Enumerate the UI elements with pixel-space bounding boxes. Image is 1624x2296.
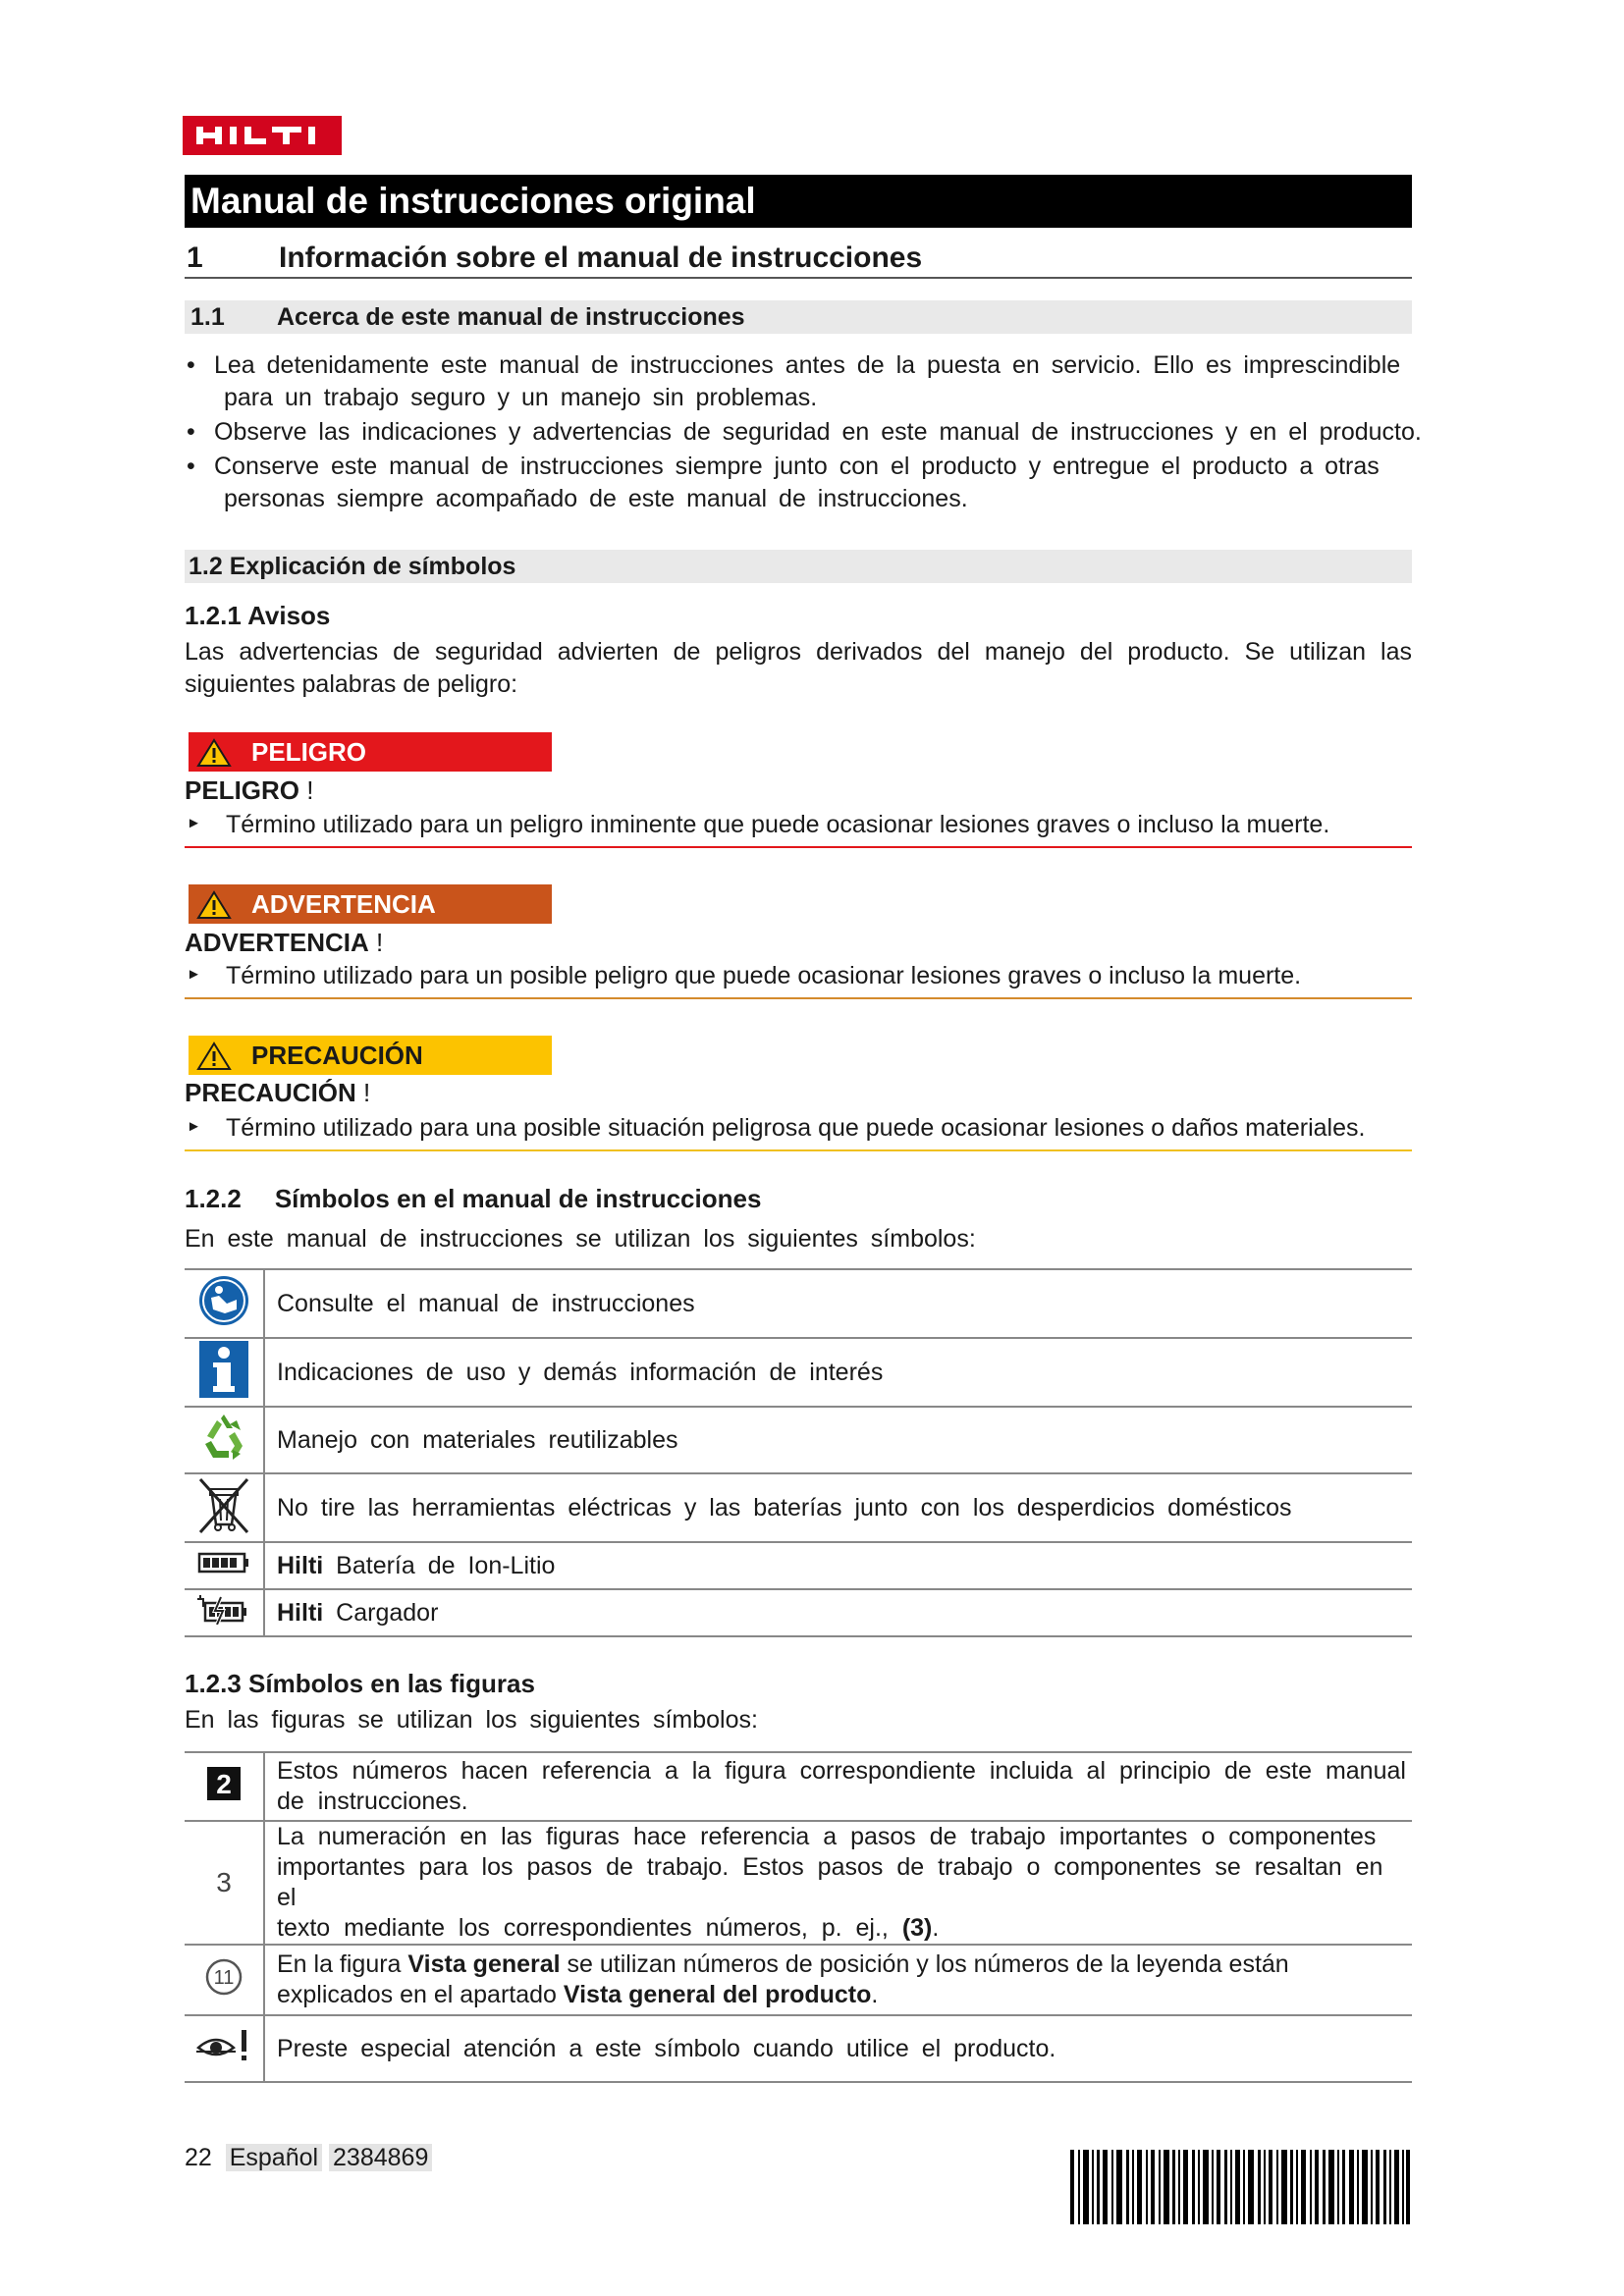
symbol-description: Consulte el manual de instrucciones [264, 1269, 1412, 1338]
svg-text:11: 11 [213, 1966, 235, 1989]
table-row [185, 1821, 1412, 1945]
symbol-description: En la figura Vista general se utilizan números de posición y los números de la leyenda están explicados en el apartado Vista general del producto. [264, 1945, 1412, 2015]
figure-symbols-intro: En las figuras se utilizan los siguientes símbolos: [185, 1706, 758, 1734]
avisos-intro: Las advertencias de seguridad advierten de peligros derivados del manejo del producto. Se utilizan las siguientes palabras de peligro: [185, 638, 1412, 698]
step-number-icon: 3 [216, 1867, 232, 1897]
signal-label: ADVERTENCIA [251, 889, 436, 919]
warning-triangle-icon [196, 1041, 232, 1071]
symbol-description: Estos números hacen referencia a la figura correspondiente incluida al principio de este manual de instrucciones. [264, 1752, 1412, 1821]
table-row [185, 1945, 1412, 2015]
signal-description: ► Término utilizado para un posible peligro que puede ocasionar lesiones graves o incluso la muerte. [185, 962, 1412, 999]
document-number: 2384869 [329, 2144, 432, 2171]
warning-triangle-icon [196, 890, 232, 920]
symbol-description: Hilti Batería de Ion-Litio [264, 1542, 1412, 1589]
arrow-bullet-icon: ► [187, 966, 201, 983]
arrow-bullet-icon: ► [187, 1118, 201, 1135]
manual-symbols-heading: 1.2.2 Símbolos en el manual de instrucciones [185, 1184, 762, 1213]
section-1-1-heading [185, 300, 1412, 334]
avisos-heading: 1.2.1 Avisos [185, 601, 331, 630]
symbol-description: Preste especial atención a este símbolo cuando utilice el producto. [264, 2015, 1412, 2082]
barcode [1070, 2150, 1410, 2224]
eye-attention-icon [194, 2028, 253, 2063]
section-title: Acerca de este manual de instrucciones [277, 303, 745, 331]
signal-banner-advertencia [189, 884, 552, 924]
footer-language: Español [226, 2144, 322, 2171]
signal-banner-precaucion [189, 1036, 552, 1075]
symbol-description: Indicaciones de uso y demás información de interés [264, 1338, 1412, 1407]
instructions-list [185, 349, 1569, 517]
figure-number-icon [207, 1767, 241, 1800]
signal-description: ► Término utilizado para una posible situación peligrosa que puede ocasionar lesiones o daños materiales. [185, 1114, 1412, 1151]
figure-symbols-table [185, 1751, 1412, 2083]
signal-word: PELIGRO ! [185, 775, 314, 805]
hilti-logo [183, 116, 342, 155]
table-row [185, 1589, 1412, 1636]
arrow-bullet-icon: ► [187, 815, 201, 831]
list-item: • Observe las indicaciones y advertencias de seguridad en este manual de instrucciones y en el producto. [185, 416, 1569, 449]
symbol-description: La numeración en las figuras hace referencia a pasos de trabajo importantes o componentes importantes para los pasos de trabajo. Estos pasos de trabajo o componentes se resaltan en el texto mediante los correspondientes números, p. ej., (3). [264, 1821, 1412, 1945]
signal-banner-peligro [189, 732, 552, 772]
section-number: 1.1 [190, 303, 225, 331]
table-row [185, 1752, 1412, 1821]
signal-description: ► Término utilizado para un peligro inminente que puede ocasionar lesiones graves o incluso la muerte. [185, 811, 1412, 848]
crossed-bin-icon [196, 1475, 251, 1534]
battery-icon [197, 1551, 250, 1575]
list-item: • Conserve este manual de instrucciones siempre junto con el producto y entregue el producto a otras personas siempre acompañado de este manual de instrucciones. [185, 451, 1569, 515]
page-footer [185, 2144, 432, 2172]
signal-word: ADVERTENCIA ! [185, 928, 384, 957]
position-number-icon [204, 1957, 244, 1997]
symbol-description: No tire las herramientas eléctricas y las baterías junto con los desperdicios domésticos [264, 1473, 1412, 1542]
document-title: Manual de instrucciones original [185, 175, 1412, 228]
section-1-heading [185, 240, 1412, 279]
list-item: • Lea detenidamente este manual de instrucciones antes de la puesta en servicio. Ello es imprescindible para un trabajo seguro y un manejo sin problemas. [185, 349, 1569, 414]
section-title: Información sobre el manual de instrucciones [279, 241, 923, 274]
section-number: 1 [187, 241, 203, 274]
table-row [185, 1407, 1412, 1473]
symbol-description: Hilti Cargador [264, 1589, 1412, 1636]
signal-label: PRECAUCIÓN [251, 1041, 423, 1070]
table-row [185, 1542, 1412, 1589]
signal-word: PRECAUCIÓN ! [185, 1078, 371, 1107]
figure-symbols-heading: 1.2.3 Símbolos en las figuras [185, 1669, 535, 1698]
signal-label: PELIGRO [251, 737, 367, 767]
charger-icon [195, 1595, 252, 1625]
manual-symbols-table [185, 1268, 1412, 1637]
table-row [185, 2015, 1412, 2082]
warning-triangle-icon [196, 738, 232, 768]
read-manual-icon [197, 1274, 250, 1327]
svg-text:2: 2 [216, 1768, 232, 1799]
table-row [185, 1473, 1412, 1542]
table-row [185, 1338, 1412, 1407]
recycle-icon [197, 1411, 250, 1464]
table-row [185, 1269, 1412, 1338]
manual-symbols-intro: En este manual de instrucciones se utilizan los siguientes símbolos: [185, 1225, 976, 1253]
info-icon [199, 1341, 248, 1398]
page-number: 22 [185, 2144, 212, 2171]
symbol-description: Manejo con materiales reutilizables [264, 1407, 1412, 1473]
section-1-2-heading: 1.2 Explicación de símbolos [185, 550, 1412, 583]
